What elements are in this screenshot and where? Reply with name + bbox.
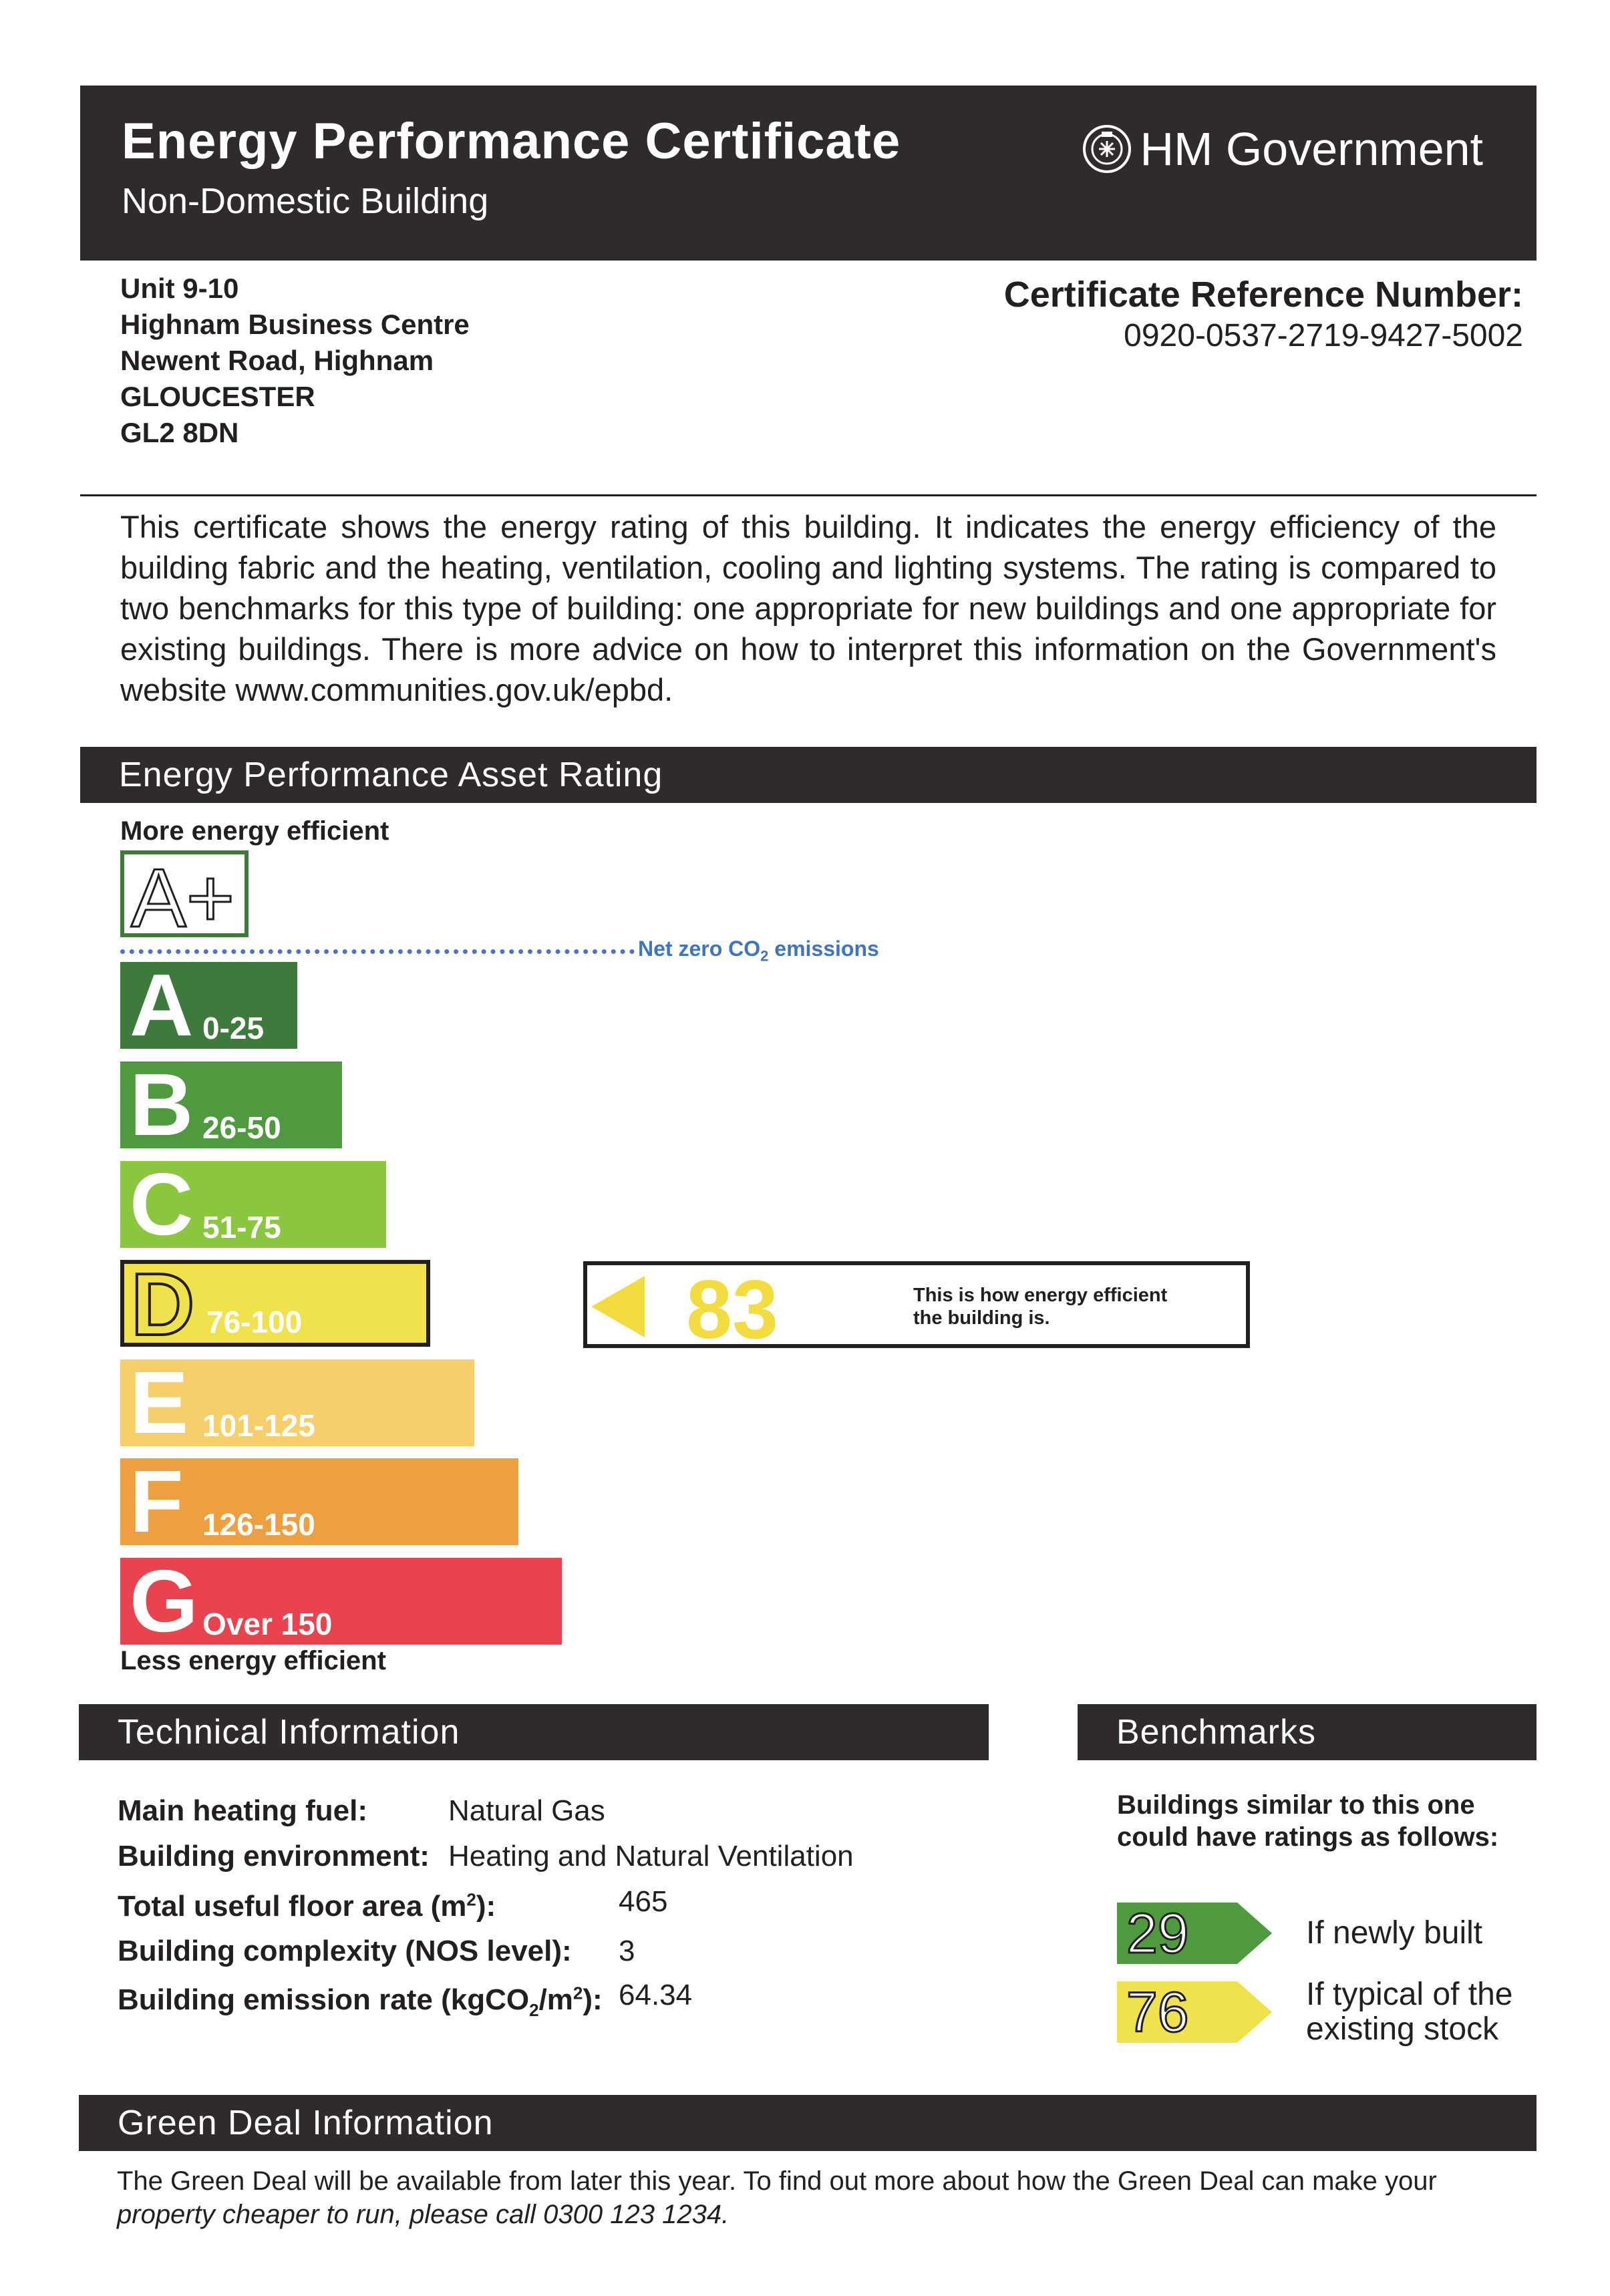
section-title: Energy Performance Asset Rating [119, 756, 663, 794]
net-zero-label-text: Net zero CO [638, 937, 761, 961]
emission-label-text: Building emission rate (kgCO [118, 1983, 530, 2016]
green-deal-section-header [79, 2095, 1537, 2151]
address-postcode: GL2 8DN [120, 417, 239, 448]
benchmarks-intro: Buildings similar to this one could have ratings as follows: [1117, 1790, 1499, 1852]
certificate-title: Energy Performance Certificate [122, 113, 901, 170]
emission-label-suffix: ): [583, 1983, 603, 2016]
building-complexity-row [118, 1935, 635, 1968]
main-heating-fuel-row [118, 1794, 605, 1828]
benchmark-typical-label-line: existing stock [1306, 2011, 1499, 2047]
rating-caption-line: the building is. [913, 1307, 1050, 1329]
benchmark-new-arrow [1117, 1903, 1274, 1967]
asset-rating-section-header [80, 747, 1537, 803]
floor-area-label-suffix: ): [476, 1889, 496, 1923]
band-c [120, 1155, 386, 1253]
emission-rate-value: 64.34 [619, 1979, 693, 2011]
rating-score: 83 [686, 1264, 778, 1356]
net-zero-dotted-line [120, 949, 635, 954]
band-letter: A [130, 956, 194, 1054]
address-line: Newent Road, Highnam [120, 345, 434, 376]
section-title: Benchmarks [1116, 1713, 1316, 1752]
green-deal-text-line: property cheaper to run, please call 0300 123 1234. [117, 2200, 730, 2229]
address-line: Unit 9-10 [120, 273, 239, 304]
floor-area-label-superscript: 2 [466, 1889, 476, 1909]
a-plus-text: A+ [131, 858, 235, 933]
emission-rate-label [118, 1983, 603, 2020]
band-range: 126-150 [202, 1507, 315, 1542]
certificate-reference-number: 0920-0537-2719-9427-5002 [1124, 318, 1523, 353]
intro-paragraph: This certificate shows the energy rating of this building. It indicates the energy efficiency of the building fabric and the heating, ventilation, cooling and lighting systems. The rating is compared to two benchmarks for this type of building: one appropriate for new buildings and one appropriate for existing buildings. There is more advice on how to interpret this information on the Government's website www.communities.gov.uk/epbd. [120, 509, 1496, 707]
band-range: 0-25 [202, 1011, 265, 1045]
floor-area-label [118, 1890, 496, 1923]
a-plus-label-graphic [128, 858, 242, 933]
green-deal-text-line: The Green Deal will be available from later this year. To find out more about how the Green Deal can make your [117, 2166, 1437, 2196]
benchmark-typical-label-line: If typical of the [1306, 1977, 1513, 2012]
benchmark-typical-arrow [1117, 1981, 1274, 2046]
building-environment-value: Heating and Natural Ventilation [448, 1840, 854, 1872]
main-heating-fuel-label: Main heating fuel: [118, 1794, 367, 1827]
band-range: Over 150 [202, 1607, 333, 1641]
band-letter: D [131, 1255, 195, 1353]
band-letter: G [130, 1552, 198, 1650]
building-complexity-label: Building complexity (NOS level): [118, 1935, 572, 1967]
floor-area-row [118, 1885, 668, 1923]
band-letter: B [130, 1055, 194, 1154]
floor-area-label-text: Total useful floor area (m [118, 1889, 467, 1923]
rating-caption-line: This is how energy efficient [913, 1285, 1168, 1306]
net-zero-label-suffix: emissions [768, 937, 879, 961]
benchmark-typical-label [1306, 1977, 1513, 2047]
band-range: 51-75 [202, 1210, 281, 1245]
benchmark-typical-value: 76 [1126, 1981, 1189, 2043]
floor-area-value: 465 [619, 1885, 668, 1918]
band-letter: E [130, 1353, 189, 1452]
emission-label-superscript: 2 [573, 1983, 583, 2003]
band-e [120, 1353, 474, 1452]
address-line: Highnam Business Centre [120, 309, 470, 340]
net-zero-label [638, 937, 879, 965]
property-address [120, 271, 470, 451]
building-complexity-value: 3 [619, 1935, 635, 1967]
building-environment-row [118, 1840, 854, 1873]
band-d [120, 1255, 430, 1353]
royal-crest-icon [1080, 122, 1134, 176]
band-range: 101-125 [202, 1408, 315, 1443]
section-title: Technical Information [118, 1713, 460, 1752]
band-range: 26-50 [202, 1110, 281, 1145]
benchmarks-section-header [1078, 1704, 1537, 1760]
certificate-subtitle: Non-Domestic Building [122, 181, 489, 221]
emission-label-subscript: 2 [529, 1999, 539, 2020]
hm-government-logo [1080, 119, 1483, 179]
benchmark-new-label: If newly built [1306, 1915, 1483, 1951]
band-a-plus [120, 850, 249, 937]
hm-government-wordmark: HM Government [1140, 123, 1483, 175]
band-a [120, 956, 297, 1054]
net-zero-label-subscript: 2 [760, 947, 769, 965]
less-efficient-label: Less energy efficient [120, 1646, 386, 1675]
benchmark-new-value: 29 [1126, 1902, 1189, 1965]
emission-label-mid: /m [538, 1983, 573, 2016]
address-line: GLOUCESTER [120, 381, 315, 412]
technical-information-section-header [79, 1704, 989, 1760]
green-deal-text [117, 2164, 1533, 2231]
section-title: Green Deal Information [118, 2104, 494, 2142]
band-f [120, 1452, 518, 1550]
band-letter: C [130, 1155, 194, 1253]
more-efficient-label: More energy efficient [120, 816, 389, 846]
pointer-arrow-icon [591, 1273, 651, 1340]
current-rating-indicator [583, 1261, 1250, 1356]
divider [80, 494, 1537, 496]
band-letter: F [130, 1452, 184, 1550]
certificate-reference-label: Certificate Reference Number: [1003, 275, 1523, 315]
band-b [120, 1055, 342, 1154]
main-heating-fuel-value: Natural Gas [448, 1794, 605, 1827]
certificate-reference [1004, 274, 1523, 357]
emission-rate-row [118, 1979, 693, 2020]
building-environment-label: Building environment: [118, 1840, 430, 1872]
band-g [120, 1552, 562, 1650]
certificate-header [80, 86, 1537, 261]
rating-score-caption [913, 1284, 1167, 1329]
band-range: 76-100 [206, 1305, 303, 1339]
